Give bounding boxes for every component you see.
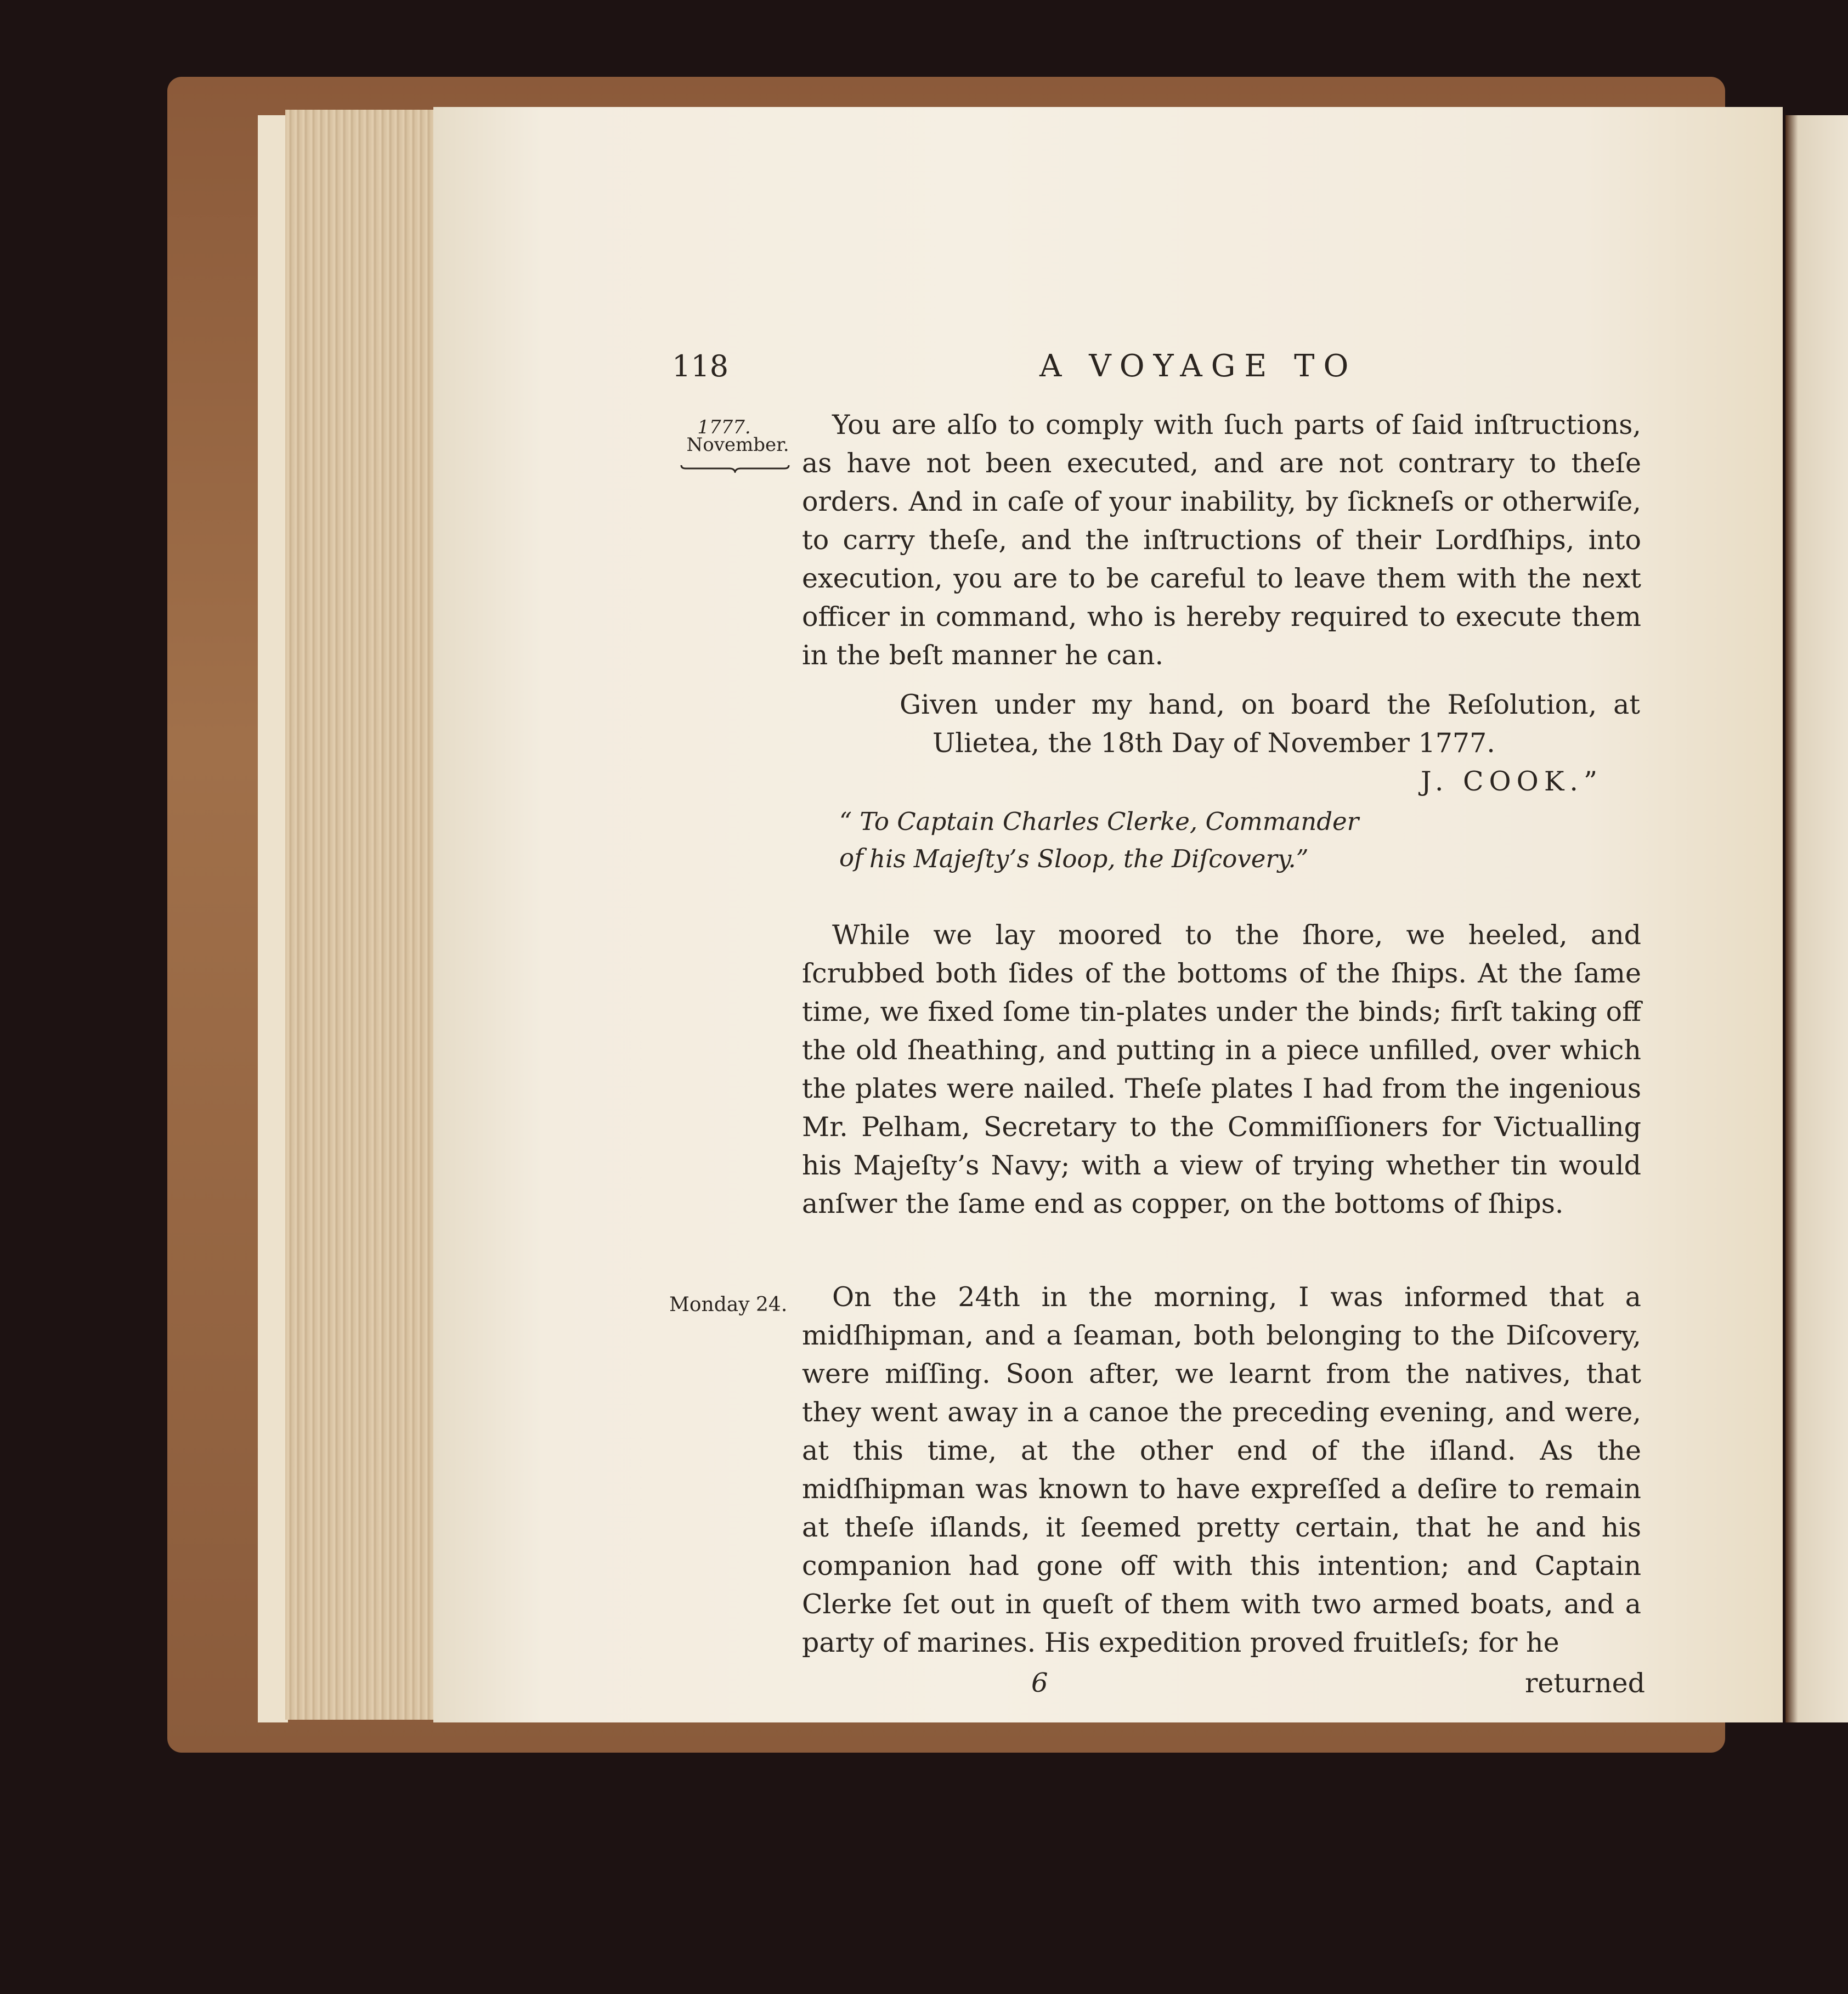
page-fore-edge-inner — [258, 115, 288, 1722]
catchword: returned — [1525, 1668, 1646, 1699]
paragraph-1 — [802, 406, 1641, 675]
signature: J. COOK.” — [1421, 766, 1603, 797]
margin-year: 1777. — [697, 416, 751, 438]
given-line-1: Given under my hand, on board the Reſolution, at — [900, 689, 1640, 720]
address-line-2: his Majeſty’s Sloop, the Diſcovery.” — [869, 844, 1309, 873]
given-line-2: Ulietea, the 18th Day of November 1777. — [933, 727, 1495, 759]
margin-date-note: Monday 24. — [669, 1293, 788, 1316]
paragraph-2 — [802, 916, 1641, 1223]
paragraph-3 — [802, 1278, 1641, 1662]
paragraph-1-text: You are alſo to comply with ſuch parts of ſaid inſtructions, as have not been executed, and are not contrary to theſe orders. And in caſe of your inability, by ſickneſs or otherwiſe, to carry theſe, and the inſtructions of their Lordſhips, into execution, you are to be careful to leave them with the next officer in command, who is hereby required to execute them in the beſt manner he can. — [802, 409, 1641, 671]
address-line-1: “ To Captain Charles Clerke, Commander of — [839, 807, 1359, 872]
paragraph-3-text: On the 24th in the morning, I was informed that a midſhipman, and a ſeaman, both belonging to the Diſcovery, were miſſing. Soon after, we learnt from the natives, that they went away in a canoe the preceding evening, and were, at this time, at the other end of the iſland. As the midſhipman was known to have expreſſed a deſire to remain at theſe iſlands, it ſeemed pretty certain, that he and his companion had gone off with this intention; and Captain Clerke ſet out in queſt of them with two armed boats, and a party of marines. His expedition proved fruitleſs; for he — [802, 1281, 1641, 1658]
running-title: A VOYAGE TO — [1039, 348, 1358, 384]
margin-month: November. — [686, 434, 789, 456]
facing-page-edge — [1785, 115, 1848, 1722]
page-fore-edge — [285, 110, 436, 1720]
signature-mark: 6 — [1031, 1668, 1048, 1698]
paragraph-2-text: While we lay moored to the ſhore, we heeled, and ſcrubbed both ſides of the bottoms of the ſhips. At the ſame time, we fixed ſome tin-plates under the binds; firſt taking off the old ſheathing, and putting in a piece unfilled, over which the plates were nailed. Theſe plates I had from the ingenious Mr. Pelham, Secretary to the Commiſſioners for Victualling his Majeſty’s Navy; with a view of trying whether tin would anſwer the ſame end as copper, on the bottoms of ſhips. — [802, 919, 1641, 1219]
margin-brace — [680, 462, 790, 473]
page-number: 118 — [672, 349, 729, 383]
